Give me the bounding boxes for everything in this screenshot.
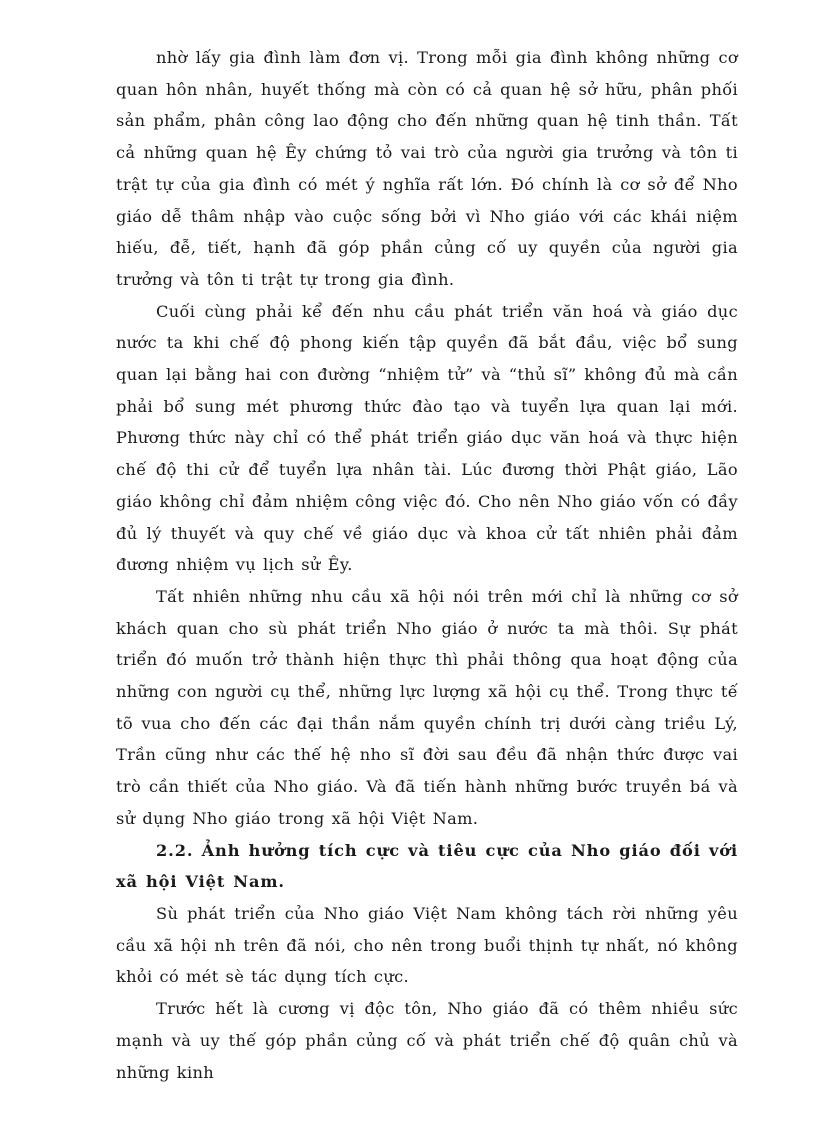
document-body [116,42,738,1088]
section-heading: 2.2. Ảnh hưởng tích cực và tiêu cực của Nho giáo đối với xã hội Việt Nam. [116,840,738,892]
paragraph-1: nhờ lấy gia đình làm đơn vị. Trong mỗi gia đình không những cơ quan hôn nhân, huyết thống mà còn có cả quan hệ sở hữu, phân phối sản phẩm, phân công lao động cho đến những quan hệ tinh thần. Tất cả những quan hệ Êy chứng tỏ vai trò của người gia trưởng và tôn ti trật tự của gia đình có mét ý nghĩa rất lớn. Đó chính là cơ sở để Nho giáo dễ thâm nhập vào cuộc sống bởi vì Nho giáo với các khái niệm hiếu, đễ, tiết, hạnh đã góp phần củng cố uy quyền của người gia trưởng và tôn ti trật tự trong gia đình. [116,48,738,289]
paragraph-2: Cuối cùng phải kể đến nhu cầu phát triển văn hoá và giáo dục nước ta khi chế độ phong kiến tập quyền đã bắt đầu, việc bổ sung quan lại bằng hai con đường “nhiệm tử” và “thủ sĩ” không đủ mà cần phải bổ sung mét phương thức đào tạo và tuyển lựa quan lại mới. Phương thức này chỉ có thể phát triển giáo dục văn hoá và thực hiện chế độ thi cử để tuyển lựa nhân tài. Lúc đương thời Phật giáo, Lão giáo không chỉ đảm nhiệm công việc đó. Cho nên Nho giáo vốn có đầy đủ lý thuyết và quy chế về giáo dục và khoa cử tất nhiên phải đảm đương nhiệm vụ lịch sử Êy. [116,301,738,575]
paragraph-5: Trước hết là cương vị độc tôn, Nho giáo đã có thêm nhiều sức mạnh và uy thế góp phần củng cố và phát triển chế độ quân chủ và những kinh [116,999,738,1082]
paragraph-3: Tất nhiên những nhu cầu xã hội nói trên mới chỉ là những cơ sở khách quan cho sù phát triển Nho giáo ở nước ta mà thôi. Sự phát triển đó muốn trở thành hiện thực thì phải thông qua hoạt động của những con người cụ thể, những lực lượng xã hội cụ thể. Trong thực tế tõ vua cho đến các đại thần nắm quyền chính trị dưới càng triều Lý, Trần cũng như các thế hệ nho sĩ đời sau đều đã nhận thức được vai trò cần thiết của Nho giáo. Và đã tiến hành những bước truyền bá và sử dụng Nho giáo trong xã hội Việt Nam. [116,586,738,828]
paragraph-4: Sù phát triển của Nho giáo Việt Nam không tách rời những yêu cầu xã hội nh trên đã nói, cho nên trong buổi thịnh tự nhất, nó không khỏi có mét sè tác dụng tích cực. [116,903,738,987]
